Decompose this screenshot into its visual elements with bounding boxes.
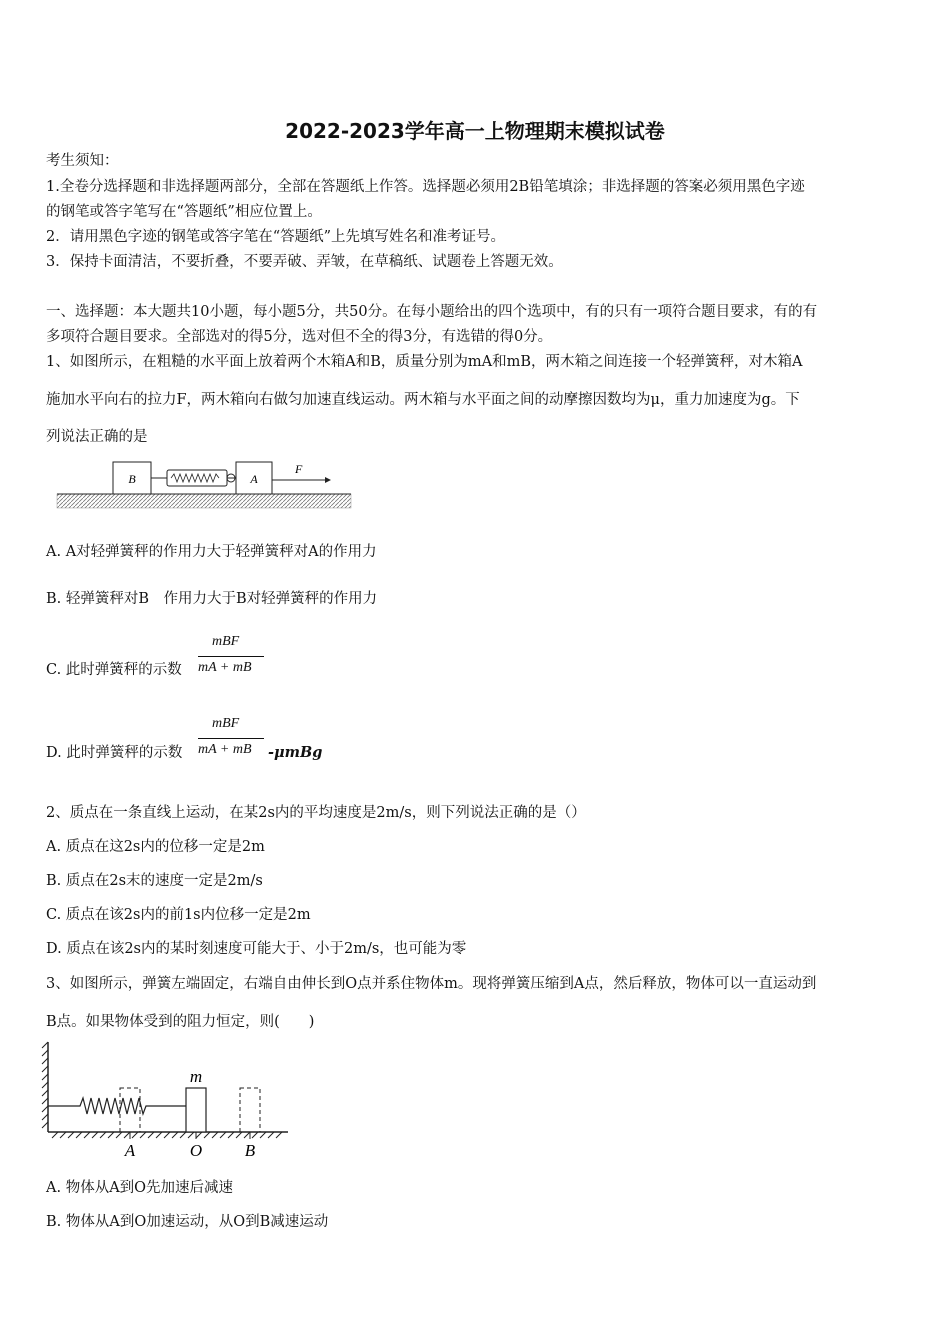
q3-option: A. 物体从A到O先加速后减速: [46, 1180, 234, 1196]
q3-option: B. 物体从A到O加速运动，从O到B减速运动: [46, 1214, 329, 1230]
notice-item: 1.全卷分选择题和非选择题两部分，全部在答题纸上作答。选择题必须用2B铅笔填涂；非选择题的答案必须用黑色字迹: [46, 179, 805, 195]
spring-balance: [167, 470, 227, 486]
question-3-stem: 3、如图所示，弹簧左端固定，右端自由伸长到O点并系住物体m。现将弹簧压缩到A点，然后释放，物体可以一直运动到: [46, 976, 817, 992]
notice-heading: 考生须知：: [46, 153, 119, 169]
q1-option-c: C. 此时弹簧秤的示数: [46, 662, 182, 678]
fraction-denominator: mA + mB: [198, 742, 252, 757]
page-title: 2022-2023学年高一上物理期末模拟试卷: [285, 119, 665, 143]
question-1-stem: 施加水平向右的拉力F，两木箱向右做匀加速直线运动。两木箱与水平面之间的动摩擦因数均为μ，重力加速度为g。下: [46, 392, 800, 408]
box-b-label: B: [128, 472, 136, 486]
q3-figure: [40, 1040, 300, 1162]
point-b-label: B: [244, 1141, 256, 1160]
q1-option-d-suffix: -μmBg: [268, 744, 323, 761]
q1-option-c-fraction: [198, 634, 268, 684]
ground-surface: [57, 494, 351, 508]
section-heading: 一、选择题：本大题共10小题，每小题5分，共50分。在每小题给出的四个选项中，有的只有一项符合题目要求，有的有: [46, 304, 818, 320]
q1-option-d: D. 此时弹簧秤的示数: [46, 745, 183, 761]
q1-option-b: B. 轻弹簧秤对B 作用力大于B对轻弹簧秤的作用力: [46, 591, 378, 607]
question-1-stem: 列说法正确的是: [46, 429, 148, 445]
ghost-box-a: [120, 1088, 140, 1132]
section-heading-cont: 多项符合题目要求。全部选对的得5分，选对但不全的得3分，有选错的得0分。: [46, 329, 553, 345]
question-2-stem: 2、质点在一条直线上运动，在某2s内的平均速度是2m/s，则下列说法正确的是（）: [46, 805, 586, 821]
box-a-label: A: [250, 472, 258, 486]
q1-option-a: A. A对轻弹簧秤的作用力大于轻弹簧秤对A的作用力: [46, 544, 377, 560]
notice-item: 2．请用黑色字迹的钢笔或答字笔在“答题纸”上先填写姓名和准考证号。: [46, 229, 506, 245]
ghost-box-b: [240, 1088, 260, 1132]
spring: [48, 1098, 186, 1114]
q1-option-d-fraction: [198, 716, 268, 766]
point-o-label: O: [189, 1141, 203, 1160]
question-1-stem: 1、如图所示，在粗糙的水平面上放着两个木箱A和B，质量分别为mA和mB，两木箱之间连接一个轻弹簧秤，对木箱A: [46, 354, 803, 370]
fraction-numerator: mBF: [212, 716, 240, 731]
q2-option: C. 质点在该2s内的前1s内位移一定是2m: [46, 907, 311, 923]
mass-box: [186, 1088, 206, 1132]
notice-item: 3．保持卡面清洁，不要折叠，不要弄破、弄皱，在草稿纸、试题卷上答题无效。: [46, 254, 563, 270]
q1-figure: [55, 458, 355, 513]
notice-item: 的钢笔或答字笔写在“答题纸”相应位置上。: [46, 204, 322, 220]
fraction-denominator: mA + mB: [198, 660, 252, 675]
force-label: F: [295, 462, 303, 476]
q2-option: B. 质点在2s末的速度一定是2m/s: [46, 873, 263, 889]
point-a-label: A: [124, 1141, 136, 1160]
q2-option: D. 质点在该2s内的某时刻速度可能大于、小于2m/s，也可能为零: [46, 941, 467, 957]
mass-label: m: [189, 1067, 203, 1086]
q2-option: A. 质点在这2s内的位移一定是2m: [46, 839, 265, 855]
question-3-stem: B点。如果物体受到的阻力恒定，则( ): [46, 1014, 315, 1030]
fraction-numerator: mBF: [212, 634, 240, 649]
